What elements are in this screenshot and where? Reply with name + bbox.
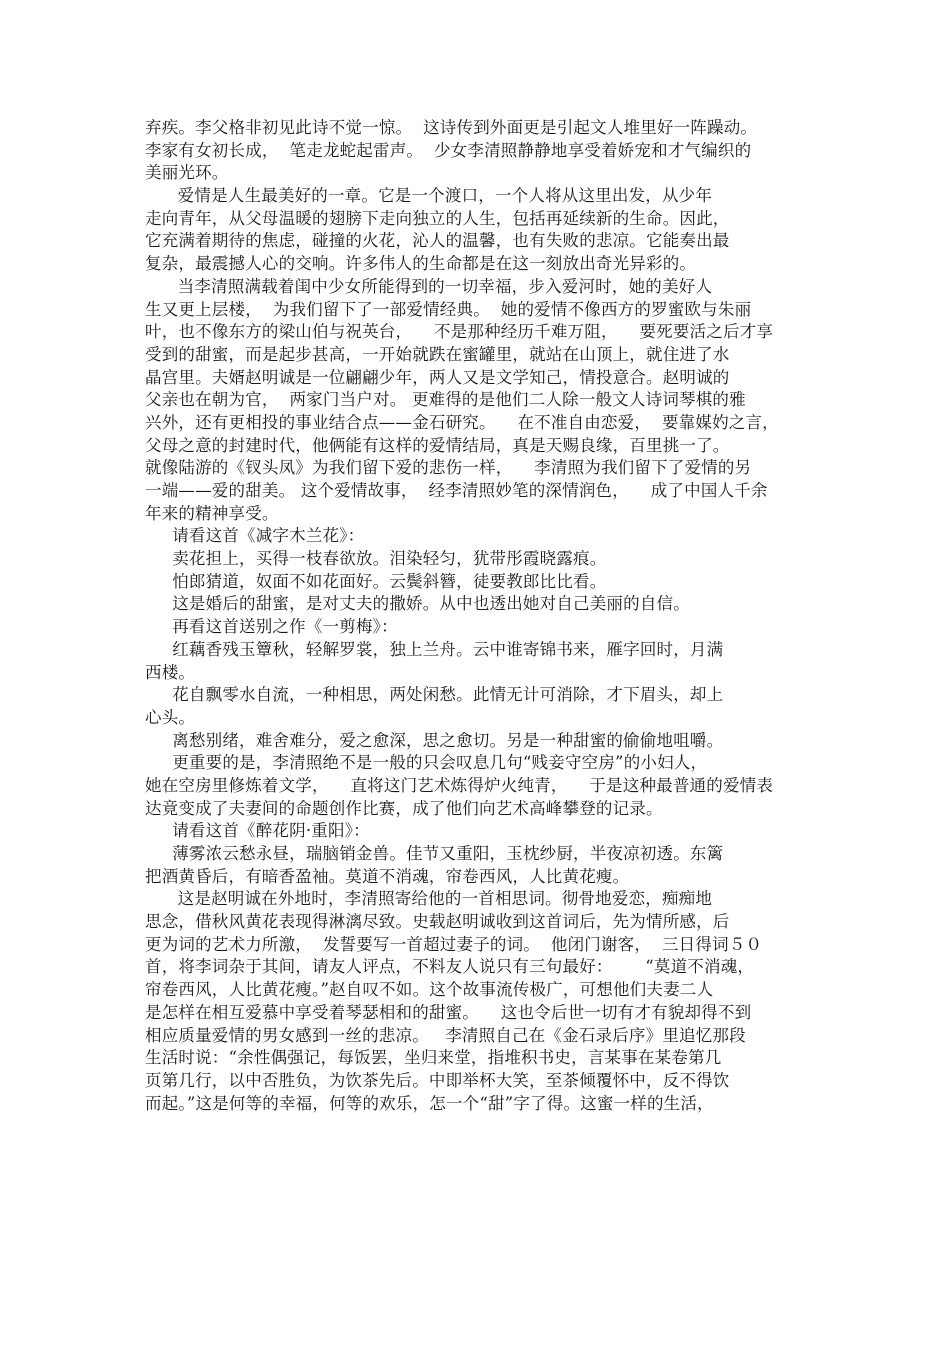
text-line: 帘卷西风，人比黄花瘦。”赵自叹不如。这个故事流传极广，可想他们夫妻二人	[145, 980, 714, 1000]
text-line: 它充满着期待的焦虑，碰撞的火花，沁人的温馨，也有失败的悲凉。它能奏出最	[145, 231, 730, 251]
text-line: 一端——爱的甜美。 这个爱情故事， 经李清照妙笔的深情润色， 成了中国人千余	[145, 481, 768, 500]
text-line: 达竟变成了夫妻间的命题创作比赛，成了他们向艺术高峰攀登的记录。	[145, 798, 663, 818]
text-line: 受到的甜蜜，而是起步甚高，一开始就跌在蜜罐里，就站在山顶上，就住进了水	[145, 344, 730, 364]
poem-line: 西楼。	[145, 662, 196, 682]
text-line: 更为词的艺术力所激， 发誓要写一首超过妻子的词。 他闭门谢客， 三日得词５０	[145, 934, 763, 954]
text-line: 这是婚后的甜蜜，是对丈夫的撒娇。从中也透出她对自己美丽的自信。	[145, 594, 690, 614]
text-line: 兴外，还有更相投的事业结合点——金石研究。 在不准自由恋爱， 要靠媒妁之言，	[145, 412, 779, 432]
text-line: 年来的精神享受。	[145, 503, 279, 523]
poem-line: 薄雾浓云愁永昼，瑞脑销金兽。佳节又重阳，玉枕纱厨，半夜凉初透。东篱	[145, 844, 724, 863]
text-line: 是怎样在相互爱慕中享受着琴瑟相和的甜蜜。 这也令后世一切有才有貌却得不到	[145, 1002, 752, 1022]
text-line: 生活时说：“余性偶强记，每饭罢，坐归来堂，指堆积书史，言某事在某卷第几	[145, 1048, 722, 1068]
text-line: 首，将李词杂于其间，请友人评点，不料友人说只有三句最好： “莫道不消魂，	[145, 957, 755, 977]
text-line: 复杂，最震撼人心的交响。许多伟人的生命都是在这一刻放出奇光异彩的。	[145, 254, 697, 274]
text-line: 而起。”这是何等的幸福，何等的欢乐，怎一个“甜”字了得。这蜜一样的生活，	[145, 1093, 714, 1113]
text-line: 李家有女初长成， 笔走龙蛇起雷声。 少女李清照静静地享受着娇宠和才气编织的	[145, 140, 752, 160]
poem-line: 红藕香残玉簟秋，轻解罗裳，独上兰舟。云中谁寄锦书来，雁字回时，月满	[145, 639, 724, 659]
text-line: 叶，也不像东方的梁山伯与祝英台， 不是那种经历千难万阻， 要死要活之后才享	[145, 322, 774, 342]
poem-line: 卖花担上，买得一枝春欲放。泪染轻匀，犹带彤霞晓露痕。	[145, 549, 607, 569]
text-line: 美丽光环。	[145, 163, 229, 183]
text-line: 爱情是人生最美好的一章。它是一个渡口，一个人将从这里出发，从少年	[145, 186, 713, 206]
text-line: 相应质量爱情的男女感到一丝的悲凉。 李清照自己在《金石录后序》里追忆那段	[145, 1025, 746, 1045]
text-line: 她在空房里修炼着文学， 直将这门艺术炼得炉火纯青， 于是这种最普通的爱情表	[145, 775, 774, 795]
text-line: 页第几行，以中否胜负，为饮茶先后。中即举杯大笑，至茶倾覆怀中，反不得饮	[145, 1070, 730, 1090]
text-line: 父母之意的封建时代，他俩能有这样的爱情结局，真是天赐良缘，百里挑一了。	[145, 435, 730, 455]
text-line: 就像陆游的《钗头凤》为我们留下爱的悲伤一样， 李清照为我们留下了爱情的另	[145, 458, 752, 478]
poem-line: 花自飘零水自流，一种相思，两处闲愁。此情无计可消除，才下眉头，却上	[145, 685, 724, 705]
poem-line: 把酒黄昏后，有暗香盈袖。莫道不消魂，帘卷西风，人比黄花瘦。	[145, 866, 630, 886]
poem-line: 怕郎猜道，奴面不如花面好。云鬓斜簪，徒要教郎比比看。	[145, 571, 607, 591]
document-body	[145, 117, 815, 1115]
poem-line: 心头。	[145, 707, 196, 727]
text-line: 更重要的是，李清照绝不是一般的只会叹息几句“贱妾守空房”的小妇人，	[145, 753, 708, 773]
text-line: 当李清照满载着闺中少女所能得到的一切幸福，步入爱河时，她的美好人	[145, 276, 713, 296]
text-line: 再看这首送别之作《一剪梅》：	[145, 617, 398, 637]
text-line: 请看这首《减字木兰花》：	[145, 526, 365, 546]
text-line: 生又更上层楼， 为我们留下了一部爱情经典。 她的爱情不像西方的罗蜜欧与朱丽	[145, 299, 752, 319]
text-line: 走向青年，从父母温暖的翅膀下走向独立的人生，包括再延续新的生命。因此，	[145, 208, 730, 228]
text-line: 晶宫里。夫婿赵明诚是一位翩翩少年，两人又是文学知己，情投意合。赵明诚的	[145, 367, 730, 387]
text-line: 请看这首《醉花阴·重阳》：	[145, 821, 370, 841]
text-line: 这是赵明诚在外地时，李清照寄给他的一首相思词。彻骨地爱恋，痴痴地	[145, 889, 713, 909]
text-line: 思念，借秋风黄花表现得淋漓尽致。史载赵明诚收到这首词后，先为情所感，后	[145, 912, 730, 932]
text-line: 弃疾。李父格非初见此诗不觉一惊。 这诗传到外面更是引起文人堆里好一阵躁动。	[145, 118, 758, 137]
text-line: 父亲也在朝为官， 两家门当户对。 更难得的是他们二人除一般文人诗词琴棋的雅	[145, 390, 746, 410]
text-line: 离愁别绪，难舍难分，爱之愈深，思之愈切。另是一种甜蜜的偷偷地咀嚼。	[145, 730, 724, 750]
